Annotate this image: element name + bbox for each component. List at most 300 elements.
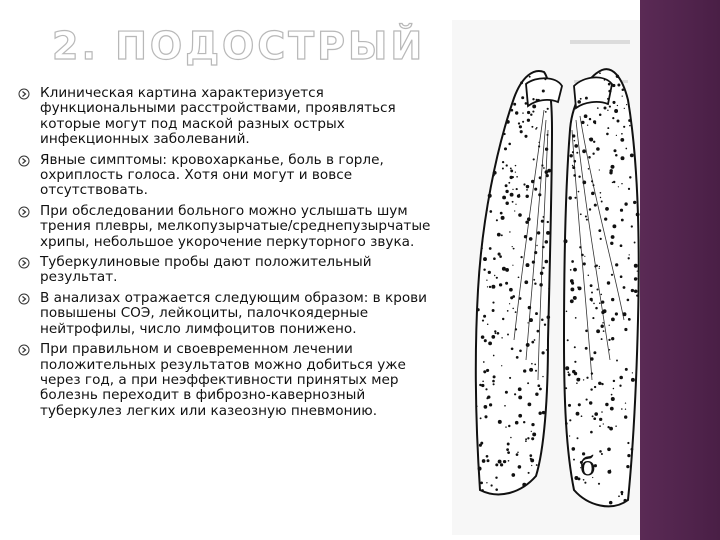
lesion-speck bbox=[598, 483, 600, 485]
lesion-speck bbox=[532, 98, 534, 100]
lesion-speck bbox=[533, 158, 535, 160]
lesion-speck bbox=[505, 202, 508, 205]
lesion-speck bbox=[518, 194, 520, 196]
lesion-speck bbox=[610, 242, 613, 245]
lesion-speck bbox=[601, 201, 603, 203]
bullet-text: При правильном и своевременном лечении положительных результатов можно добиться уже через год, а при неэффективности принятых мер болезнь переходит в фиброзно-кавернозный туберкулез легких или казеозную пневмонию. bbox=[40, 341, 406, 419]
lesion-speck bbox=[611, 165, 615, 169]
lesion-speck bbox=[514, 210, 515, 211]
lesion-speck bbox=[577, 437, 579, 439]
lesion-speck bbox=[480, 482, 483, 485]
lesion-speck bbox=[532, 432, 536, 436]
lesion-speck bbox=[634, 264, 638, 268]
lesion-speck bbox=[629, 125, 631, 127]
lesion-speck bbox=[529, 237, 533, 241]
lesion-speck bbox=[543, 216, 545, 218]
lesion-speck bbox=[636, 294, 638, 296]
lesion-speck bbox=[498, 253, 501, 256]
lesion-speck bbox=[483, 315, 486, 318]
lesion-speck bbox=[482, 241, 484, 243]
lesion-speck bbox=[589, 401, 592, 404]
lesion-speck bbox=[478, 467, 482, 471]
lesion-speck bbox=[583, 262, 586, 265]
lesion-speck bbox=[610, 91, 611, 92]
lesion-speck bbox=[492, 380, 495, 383]
lesion-speck bbox=[542, 376, 543, 377]
lesion-speck bbox=[486, 482, 487, 483]
lesion-speck bbox=[516, 356, 519, 359]
lesion-speck bbox=[525, 438, 527, 440]
lesion-speck bbox=[511, 109, 514, 112]
lesion-speck bbox=[599, 268, 600, 269]
lesion-speck bbox=[619, 385, 621, 387]
lesion-speck bbox=[570, 287, 574, 291]
lesion-speck bbox=[589, 138, 591, 140]
bullet-text: В анализах отражается следующим образом: в крови повышены СОЭ, лейкоциты, палочкоядерные нейтрофилы, число лимфоцитов понижено. bbox=[40, 289, 427, 337]
lesion-speck bbox=[518, 213, 522, 217]
lesion-speck bbox=[499, 255, 502, 258]
lesion-speck bbox=[512, 201, 514, 203]
lesion-speck bbox=[516, 188, 518, 190]
lesion-speck bbox=[523, 183, 525, 185]
lesion-speck bbox=[523, 369, 526, 372]
lesion-speck bbox=[572, 134, 575, 137]
lesion-speck bbox=[623, 499, 626, 502]
lesion-speck bbox=[597, 107, 599, 109]
lesion-speck bbox=[592, 317, 594, 319]
lesion-speck bbox=[611, 318, 615, 322]
lesion-speck bbox=[607, 110, 608, 111]
lesion-speck bbox=[627, 454, 630, 457]
lesion-speck bbox=[577, 100, 581, 104]
lesion-speck bbox=[505, 184, 508, 187]
lesion-speck bbox=[570, 154, 573, 157]
lesion-speck bbox=[494, 275, 495, 276]
lesion-speck bbox=[497, 332, 500, 335]
lesion-speck bbox=[598, 382, 601, 385]
lesion-speck bbox=[537, 330, 540, 333]
lesion-speck bbox=[602, 322, 604, 324]
lesion-speck bbox=[611, 397, 615, 401]
lesion-speck bbox=[588, 275, 590, 277]
lesion-speck bbox=[604, 217, 607, 220]
lesion-speck bbox=[524, 235, 527, 238]
lesion-speck bbox=[572, 151, 574, 153]
lesion-speck bbox=[628, 119, 631, 122]
lesion-speck bbox=[574, 361, 576, 363]
lesion-speck bbox=[527, 119, 530, 122]
lesion-speck bbox=[634, 289, 638, 293]
lesion-speck bbox=[496, 277, 498, 279]
lesion-speck bbox=[532, 111, 534, 113]
lesion-speck bbox=[565, 422, 568, 425]
lesion-speck bbox=[501, 337, 502, 338]
slide-title: 2. ПОДОСТРЫЙ bbox=[52, 24, 426, 68]
lesion-speck bbox=[535, 312, 538, 315]
lesion-speck bbox=[582, 181, 586, 185]
lesion-speck bbox=[512, 246, 513, 247]
bullet-list bbox=[14, 86, 446, 424]
lesion-speck bbox=[573, 459, 575, 461]
lesion-speck bbox=[538, 411, 541, 414]
lesion-speck bbox=[502, 318, 504, 320]
lesion-speck bbox=[613, 149, 616, 152]
lesion-speck bbox=[571, 260, 574, 263]
lesion-speck bbox=[627, 442, 629, 444]
lesion-speck bbox=[587, 125, 588, 126]
lesion-speck bbox=[505, 190, 508, 193]
lesion-speck bbox=[539, 176, 542, 179]
lesion-speck bbox=[625, 409, 626, 410]
lesion-speck bbox=[565, 387, 567, 389]
lesion-speck bbox=[599, 72, 601, 74]
lesion-speck bbox=[518, 276, 520, 278]
lesion-speck bbox=[570, 299, 574, 303]
lesion-speck bbox=[584, 114, 588, 118]
lesion-speck bbox=[531, 437, 534, 440]
lesion-speck bbox=[508, 182, 510, 184]
lesion-speck bbox=[515, 111, 518, 114]
lesion-speck bbox=[621, 133, 623, 135]
lesion-speck bbox=[483, 370, 486, 373]
lesion-speck bbox=[608, 83, 611, 86]
lesion-speck bbox=[625, 148, 627, 150]
lesion-speck bbox=[636, 213, 640, 217]
lesion-speck bbox=[491, 335, 495, 339]
lesion-speck bbox=[631, 448, 634, 451]
lesion-speck bbox=[586, 219, 588, 221]
lesion-speck bbox=[601, 338, 603, 340]
lesion-speck bbox=[484, 405, 488, 409]
lesion-speck bbox=[525, 440, 527, 442]
lesion-speck bbox=[506, 164, 508, 166]
lesion-speck bbox=[574, 346, 576, 348]
lesion-speck bbox=[607, 470, 611, 474]
lesion-speck bbox=[497, 233, 501, 237]
lesion-speck bbox=[591, 292, 593, 294]
lesion-speck bbox=[540, 272, 544, 276]
lesion-speck bbox=[604, 79, 606, 81]
lesion-speck bbox=[574, 144, 578, 148]
lesion-speck bbox=[541, 164, 543, 166]
lesion-speck bbox=[542, 89, 545, 92]
lesion-speck bbox=[591, 180, 593, 182]
lesion-speck bbox=[585, 347, 588, 350]
lesion-speck bbox=[627, 299, 630, 302]
bullet-item bbox=[14, 86, 446, 148]
lesion-speck bbox=[593, 120, 596, 123]
circle-arrow-icon bbox=[18, 206, 30, 218]
lesion-speck bbox=[501, 365, 502, 366]
lesion-speck bbox=[529, 368, 533, 372]
lesion-speck bbox=[595, 307, 598, 310]
lesion-speck bbox=[574, 476, 578, 480]
circle-arrow-icon bbox=[18, 257, 30, 269]
lesion-speck bbox=[542, 267, 544, 269]
bullet-text: При обследовании больного можно услышать шум трения плевры, мелкопузырчатые/среднепузырчатые хрипы, небольшое укорочение перкуторного звука. bbox=[40, 202, 431, 250]
lesion-speck bbox=[541, 319, 544, 322]
lesion-speck bbox=[583, 379, 584, 380]
lesion-speck bbox=[495, 476, 497, 478]
lesion-speck bbox=[612, 84, 615, 87]
lesion-speck bbox=[603, 330, 605, 332]
lesion-speck bbox=[480, 417, 482, 419]
lesion-speck bbox=[529, 318, 533, 322]
lesion-speck bbox=[487, 286, 488, 287]
lesion-speck bbox=[607, 127, 609, 129]
lesion-speck bbox=[626, 465, 629, 468]
lesion-speck bbox=[526, 189, 528, 191]
lesion-speck bbox=[502, 196, 506, 200]
lesion-speck bbox=[526, 263, 530, 267]
lesion-speck bbox=[624, 328, 627, 331]
lesion-speck bbox=[601, 325, 604, 328]
lesion-speck bbox=[582, 149, 586, 153]
lesion-speck bbox=[544, 324, 546, 326]
lesion-speck bbox=[504, 405, 506, 407]
lesion-speck bbox=[629, 254, 630, 255]
lesion-speck bbox=[564, 239, 568, 243]
lesion-speck bbox=[501, 234, 503, 236]
lesion-speck bbox=[618, 186, 619, 187]
lesion-speck bbox=[594, 265, 596, 267]
lesion-speck bbox=[547, 221, 549, 223]
lesion-speck bbox=[620, 244, 623, 247]
lesion-speck bbox=[628, 318, 630, 320]
lesion-speck bbox=[607, 426, 609, 428]
lesion-speck bbox=[581, 121, 584, 124]
lesion-speck bbox=[543, 167, 545, 169]
lesion-speck bbox=[527, 217, 531, 221]
lesion-speck bbox=[512, 308, 514, 310]
lesion-speck bbox=[487, 324, 489, 326]
lungs-drawing bbox=[452, 20, 640, 535]
lesion-speck bbox=[625, 402, 626, 403]
lesion-speck bbox=[613, 380, 615, 382]
lesion-speck bbox=[500, 463, 503, 466]
lesion-speck bbox=[572, 370, 576, 374]
lesion-speck bbox=[493, 375, 496, 378]
lesion-speck bbox=[514, 393, 516, 395]
lesion-speck bbox=[513, 103, 516, 106]
lesion-speck bbox=[518, 465, 522, 469]
lesion-speck bbox=[524, 280, 528, 284]
lesion-speck bbox=[531, 465, 532, 466]
lesion-speck bbox=[508, 425, 510, 427]
lesion-speck bbox=[599, 418, 602, 421]
lesion-speck bbox=[612, 117, 614, 119]
lesion-speck bbox=[487, 459, 490, 462]
lesion-speck bbox=[596, 147, 600, 151]
lesion-speck bbox=[519, 350, 522, 353]
lesion-speck bbox=[531, 431, 532, 432]
lesion-speck bbox=[539, 283, 542, 286]
lesion-speck bbox=[578, 176, 580, 178]
lesion-speck bbox=[599, 113, 602, 116]
lesion-speck bbox=[600, 197, 601, 198]
lesion-speck bbox=[567, 371, 569, 373]
lesion-speck bbox=[596, 288, 598, 290]
bullet-text: Явные симптомы: кровохарканье, боль в горле, охриплость голоса. Хотя они могут и вовсе отсутствовать. bbox=[40, 151, 384, 199]
circle-arrow-icon bbox=[18, 88, 30, 100]
lesion-speck bbox=[524, 135, 527, 138]
lesion-speck bbox=[578, 191, 580, 193]
lesion-speck bbox=[484, 415, 487, 418]
lesion-speck bbox=[547, 169, 551, 173]
lesion-speck bbox=[542, 411, 545, 414]
lesion-speck bbox=[615, 425, 617, 427]
lesion-speck bbox=[507, 334, 509, 336]
lesion-speck bbox=[621, 408, 623, 410]
lesion-speck bbox=[520, 256, 522, 258]
lesion-speck bbox=[489, 286, 491, 288]
lesion-speck bbox=[532, 260, 535, 263]
lesion-speck bbox=[508, 143, 511, 146]
lesion-speck bbox=[477, 308, 480, 311]
lesion-speck bbox=[531, 341, 534, 344]
lesion-speck bbox=[616, 135, 617, 136]
lesion-speck bbox=[566, 311, 568, 313]
lesion-speck bbox=[509, 303, 510, 304]
lesion-speck bbox=[530, 458, 534, 462]
lesion-speck bbox=[572, 166, 575, 169]
lesion-speck bbox=[565, 366, 569, 370]
lesion-speck bbox=[510, 176, 513, 179]
lesion-speck bbox=[548, 288, 549, 289]
lesion-speck bbox=[542, 246, 545, 249]
lesion-speck bbox=[567, 339, 569, 341]
lesion-speck bbox=[590, 388, 592, 390]
lesion-speck bbox=[519, 125, 522, 128]
lesion-speck bbox=[529, 76, 531, 78]
lesion-speck bbox=[546, 174, 549, 177]
lesion-speck bbox=[538, 193, 541, 196]
lesion-speck bbox=[525, 102, 528, 105]
circle-arrow-icon bbox=[18, 344, 30, 356]
bullet-item bbox=[14, 204, 446, 250]
lesion-speck bbox=[594, 386, 596, 388]
lesion-speck bbox=[504, 147, 507, 150]
lesion-speck bbox=[585, 97, 588, 100]
lesion-speck bbox=[545, 240, 549, 244]
lesion-speck bbox=[576, 152, 578, 154]
lesion-speck bbox=[534, 282, 536, 284]
lesion-speck bbox=[505, 268, 509, 272]
lesion-speck bbox=[601, 294, 603, 296]
lesion-speck bbox=[601, 300, 604, 303]
lesion-speck bbox=[486, 280, 487, 281]
lesion-speck bbox=[534, 339, 536, 341]
lesion-speck bbox=[607, 281, 610, 284]
lesion-speck bbox=[482, 459, 486, 463]
lesion-speck bbox=[591, 192, 595, 196]
lesion-speck bbox=[509, 288, 513, 292]
lesion-speck bbox=[512, 265, 513, 266]
lesion-speck bbox=[531, 126, 533, 128]
lesion-speck bbox=[612, 101, 615, 104]
lesion-speck bbox=[624, 202, 627, 205]
lesion-speck bbox=[606, 133, 609, 136]
lesion-speck bbox=[588, 168, 590, 170]
lesion-speck bbox=[607, 447, 611, 451]
lesion-speck bbox=[571, 282, 574, 285]
lesion-speck bbox=[493, 355, 495, 357]
lesion-speck bbox=[536, 245, 537, 246]
lesion-speck bbox=[568, 404, 571, 407]
lesion-speck bbox=[498, 420, 502, 424]
lesion-speck bbox=[573, 296, 577, 300]
lesion-speck bbox=[593, 351, 596, 354]
lesion-speck bbox=[481, 489, 483, 491]
lesion-speck bbox=[520, 81, 523, 84]
lesion-speck bbox=[528, 306, 531, 309]
lesion-speck bbox=[590, 298, 593, 301]
lesion-speck bbox=[574, 197, 576, 199]
lesion-speck bbox=[544, 260, 548, 264]
lesion-speck bbox=[506, 120, 510, 124]
lesion-speck bbox=[547, 315, 551, 319]
lesion-speck bbox=[609, 325, 610, 326]
lesion-speck bbox=[515, 204, 516, 205]
lesion-speck bbox=[613, 181, 615, 183]
lesion-speck bbox=[495, 488, 498, 491]
lesion-speck bbox=[504, 133, 506, 135]
lesion-speck bbox=[585, 215, 587, 217]
lesion-speck bbox=[499, 283, 502, 286]
lesion-speck bbox=[592, 153, 594, 155]
lesion-speck bbox=[505, 426, 506, 427]
lesion-speck bbox=[593, 141, 595, 143]
lesion-speck bbox=[578, 403, 581, 406]
lesion-speck bbox=[494, 173, 496, 175]
lesion-speck bbox=[615, 154, 618, 157]
lesion-speck bbox=[508, 460, 510, 462]
lesion-speck bbox=[503, 460, 506, 463]
lesion-speck bbox=[611, 235, 615, 239]
lesion-speck bbox=[483, 268, 485, 270]
lesion-speck bbox=[613, 388, 615, 390]
lesion-speck bbox=[617, 105, 618, 106]
lesion-speck bbox=[589, 118, 591, 120]
lesion-speck bbox=[612, 224, 616, 228]
lesion-speck bbox=[510, 193, 514, 197]
lesion-speck bbox=[624, 108, 625, 109]
lesion-speck bbox=[495, 463, 498, 466]
lesion-speck bbox=[546, 231, 550, 235]
lesion-speck bbox=[568, 373, 571, 376]
lesion-speck bbox=[532, 104, 536, 108]
lesion-speck bbox=[522, 121, 524, 123]
lesion-speck bbox=[596, 329, 600, 333]
lesion-speck bbox=[534, 251, 537, 254]
lesion-speck bbox=[584, 256, 585, 257]
lesion-speck bbox=[533, 279, 535, 281]
lesion-speck bbox=[511, 347, 514, 350]
lesion-speck bbox=[599, 450, 602, 453]
lesion-speck bbox=[601, 383, 603, 385]
lesion-speck bbox=[590, 357, 593, 360]
lesion-speck bbox=[572, 165, 574, 167]
lesion-speck bbox=[537, 384, 540, 387]
bullet-item bbox=[14, 342, 446, 419]
lesion-speck bbox=[601, 311, 604, 314]
lesion-speck bbox=[545, 148, 548, 151]
lesion-speck bbox=[610, 407, 614, 411]
lesion-speck bbox=[609, 427, 613, 431]
lesion-speck bbox=[486, 455, 489, 458]
lesion-speck bbox=[486, 210, 488, 212]
lesion-speck bbox=[634, 242, 636, 244]
